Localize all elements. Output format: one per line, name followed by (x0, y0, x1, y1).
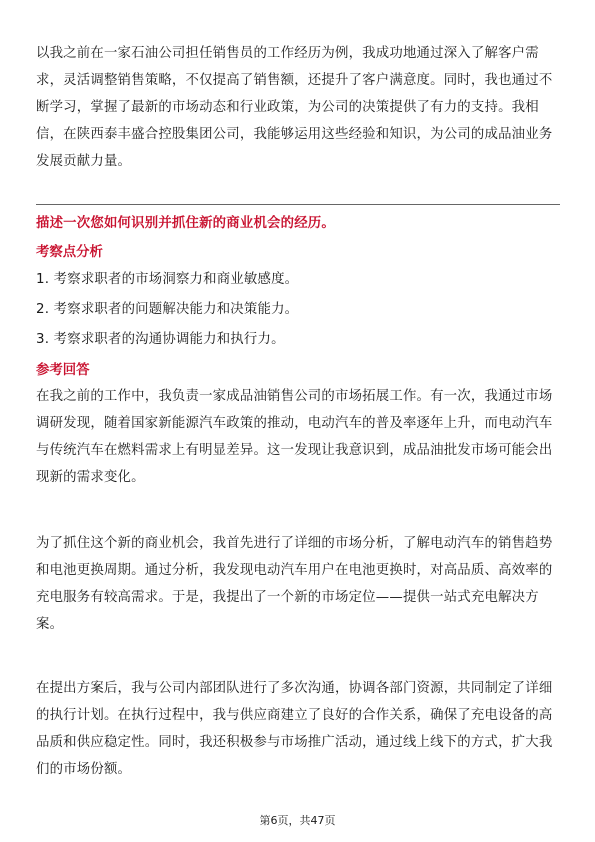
answer-paragraph-1-block (36, 383, 560, 491)
section-divider (36, 204, 560, 205)
answer-paragraph-2-block (36, 530, 560, 638)
analysis-item: 1. 考察求职者的市场洞察力和商业敏感度。 (36, 272, 299, 287)
answer-label: 参考回答 (36, 363, 90, 378)
answer-paragraph-3-block (36, 675, 560, 783)
analysis-item: 2. 考察求职者的问题解决能力和决策能力。 (36, 302, 299, 317)
intro-paragraph: 以我之前在一家石油公司担任销售员的工作经历为例，我成功地通过深入了解客户需求，灵活调整销售策略，不仅提高了销售额，还提升了客户满意度。同时，我也通过不断学习，掌握了最新的市场动态和行业政策，为公司的决策提供了有力的支持。我相信，在陕西泰丰盛合控股集团公司，我能够运用这些经验和知识，为公司的成品油业务发展贡献力量。 (36, 46, 553, 169)
page-number-footer: 第6页，共47页 (259, 814, 336, 827)
answer-paragraph: 为了抓住这个新的商业机会，我首先进行了详细的市场分析，了解电动汽车的销售趋势和电池更换周期。通过分析，我发现电动汽车用户在电池更换时，对高品质、高效率的充电服务有较高需求。于是，我提出了一个新的市场定位——提供一站式充电解决方案。 (36, 536, 553, 632)
answer-paragraph: 在提出方案后，我与公司内部团队进行了多次沟通，协调各部门资源，共同制定了详细的执行计划。在执行过程中，我与供应商建立了良好的合作关系，确保了充电设备的高品质和供应稳定性。同时，我还积极参与市场推广活动，通过线上线下的方式，扩大我们的市场份额。 (36, 681, 553, 777)
question-heading: 描述一次您如何识别并抓住新的商业机会的经历。 (36, 216, 335, 231)
intro-section (36, 40, 560, 175)
answer-paragraph: 在我之前的工作中，我负责一家成品油销售公司的市场拓展工作。有一次，我通过市场调研发现，随着国家新能源汽车政策的推动，电动汽车的普及率逐年上升，而电动汽车与传统汽车在燃料需求上有明显差异。这一发现让我意识到，成品油批发市场可能会出现新的需求变化。 (36, 389, 553, 485)
analysis-label: 考察点分析 (36, 245, 103, 260)
analysis-item: 3. 考察求职者的沟通协调能力和执行力。 (36, 332, 285, 347)
